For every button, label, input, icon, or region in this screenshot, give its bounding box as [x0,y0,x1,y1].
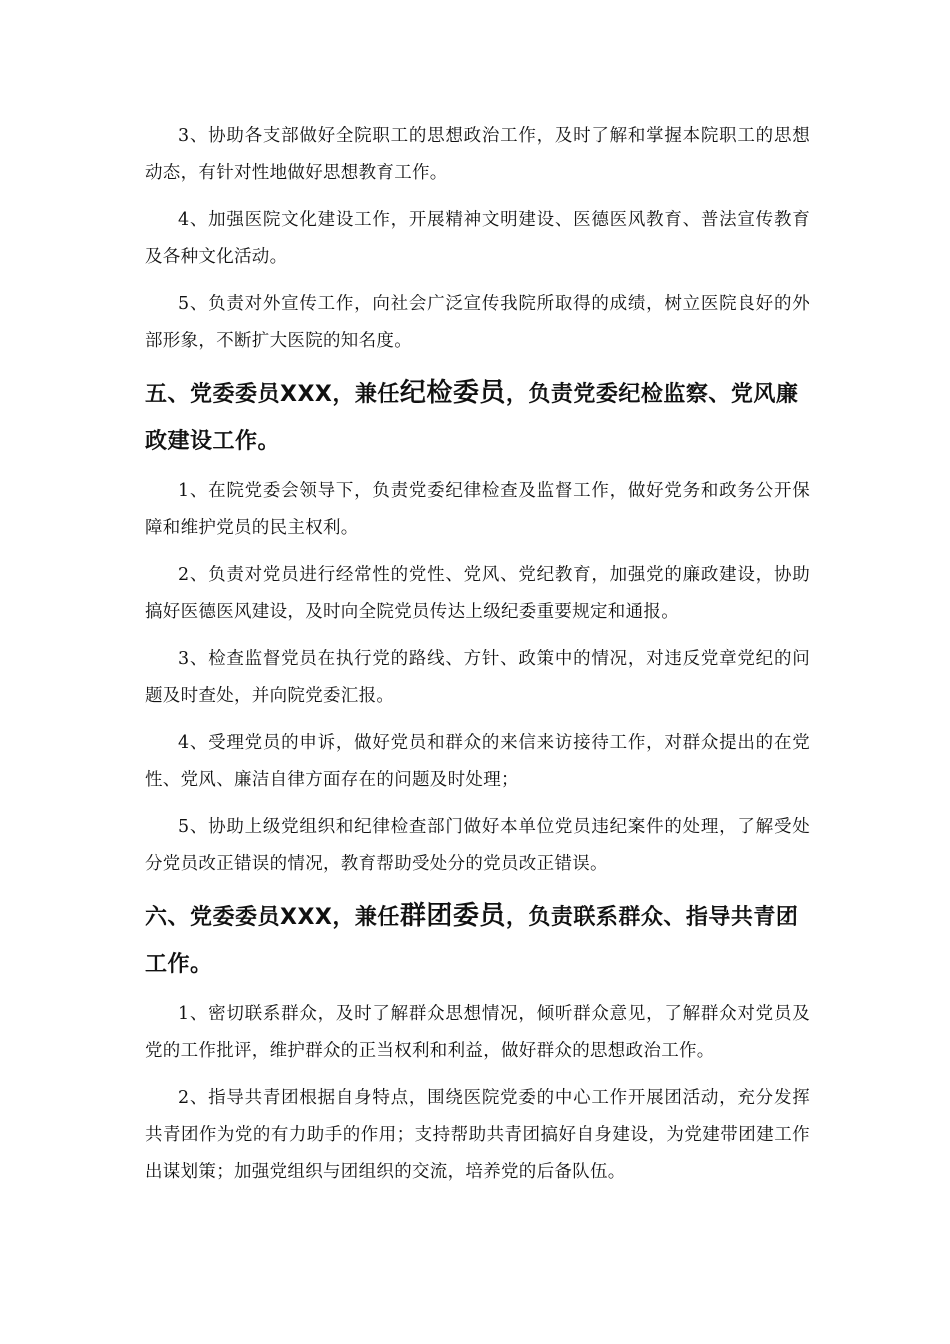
section-6-heading-post: ，负责联系群众、指导共青团工作。 [145,905,799,977]
section-5-item-2: 2、负责对党员进行经常性的党性、党风、党纪教育，加强党的廉政建设，协助搞好医德医风建设，及时向全院党员传达上级纪委重要规定和通报。 [145,565,810,622]
document-page [145,118,810,1201]
section-5-role: 纪检委员 [399,378,506,408]
section-5-heading-post: ，负责党委纪检监察、党风廉政建设工作。 [145,382,799,454]
section-6-role: 群团委员 [399,901,506,931]
section-5-item-4: 4、受理党员的申诉，做好党员和群众的来信来访接待工作，对群众提出的在党性、党风、廉洁自律方面存在的问题及时处理； [145,733,810,790]
section-5-item-3: 3、检查监督党员在执行党的路线、方针、政策中的情况，对违反党章党纪的问题及时查处，并向院党委汇报。 [145,649,810,706]
section-5-item-1: 1、在院党委会领导下，负责党委纪律检查及监督工作，做好党务和政务公开保障和维护党员的民主权利。 [145,481,810,538]
section-6-heading [145,893,810,988]
paragraph-3: 3、协助各支部做好全院职工的思想政治工作，及时了解和掌握本院职工的思想动态，有针对性地做好思想教育工作。 [145,126,810,183]
paragraph-5: 5、负责对外宣传工作，向社会广泛宣传我院所取得的成绩，树立医院良好的外部形象，不断扩大医院的知名度。 [145,294,810,351]
section-6-item-2: 2、指导共青团根据自身特点，围绕医院党委的中心工作开展团活动，充分发挥共青团作为党的有力助手的作用；支持帮助共青团搞好自身建设，为党建带团建工作出谋划策；加强党组织与团组织的交流，培养党的后备队伍。 [145,1088,810,1182]
paragraph-4: 4、加强医院文化建设工作，开展精神文明建设、医德医风教育、普法宣传教育及各种文化活动。 [145,210,810,267]
section-6-item-1: 1、密切联系群众，及时了解群众思想情况，倾听群众意见，了解群众对党员及党的工作批评，维护群众的正当权利和利益，做好群众的思想政治工作。 [145,1004,810,1061]
section-5-item-5: 5、协助上级党组织和纪律检查部门做好本单位党员违纪案件的处理，了解受处分党员改正错误的情况，教育帮助受处分的党员改正错误。 [145,817,810,874]
section-5-heading-pre: 五、党委委员XXX，兼任 [145,382,400,407]
section-5-heading [145,370,810,465]
section-6-heading-pre: 六、党委委员XXX，兼任 [145,905,400,930]
